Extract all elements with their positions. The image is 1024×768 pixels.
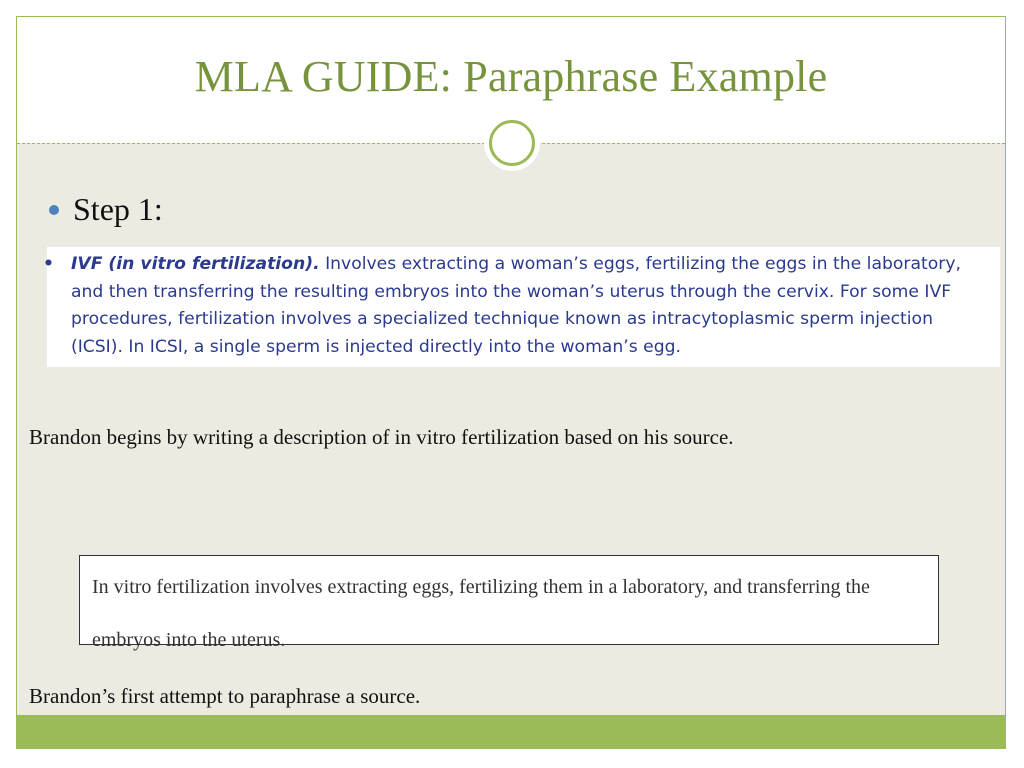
source-body: Involves extracting a woman’s eggs, fertilizing the eggs in the laboratory, and then transferring the resulting embryos into the woman’s uterus through the cervix. For some IVF procedures, fertilization involves a specialized technique known as intracytoplasmic sperm injection (ICSI). In ICSI, a single sperm is injected directly into the woman’s egg. bbox=[71, 254, 961, 357]
description-caption: Brandon begins by writing a description of in vitro fertilization based on his source. bbox=[29, 425, 734, 449]
source-excerpt-paragraph bbox=[43, 251, 990, 361]
attempt-caption: Brandon’s first attempt to paraphrase a source. bbox=[29, 684, 421, 708]
paraphrase-attempt-text: In vitro fertilization involves extracting eggs, fertilizing them in a laboratory, and transferring the embryos into the uterus. bbox=[92, 576, 870, 651]
source-bullet: • bbox=[43, 254, 54, 274]
divider-medallion bbox=[484, 115, 540, 171]
source-excerpt-image bbox=[43, 247, 1000, 367]
circle-ring-icon bbox=[489, 120, 535, 166]
step-heading bbox=[49, 191, 163, 228]
slide bbox=[16, 16, 1006, 749]
slide-title: MLA GUIDE: Paraphrase Example bbox=[194, 52, 828, 101]
paraphrase-attempt-box bbox=[79, 555, 939, 651]
step-label: Step 1: bbox=[73, 191, 163, 227]
footer-bar bbox=[17, 715, 1005, 748]
source-term: IVF (in vitro fertilization). bbox=[71, 254, 320, 274]
round-bullet-icon bbox=[49, 205, 59, 215]
